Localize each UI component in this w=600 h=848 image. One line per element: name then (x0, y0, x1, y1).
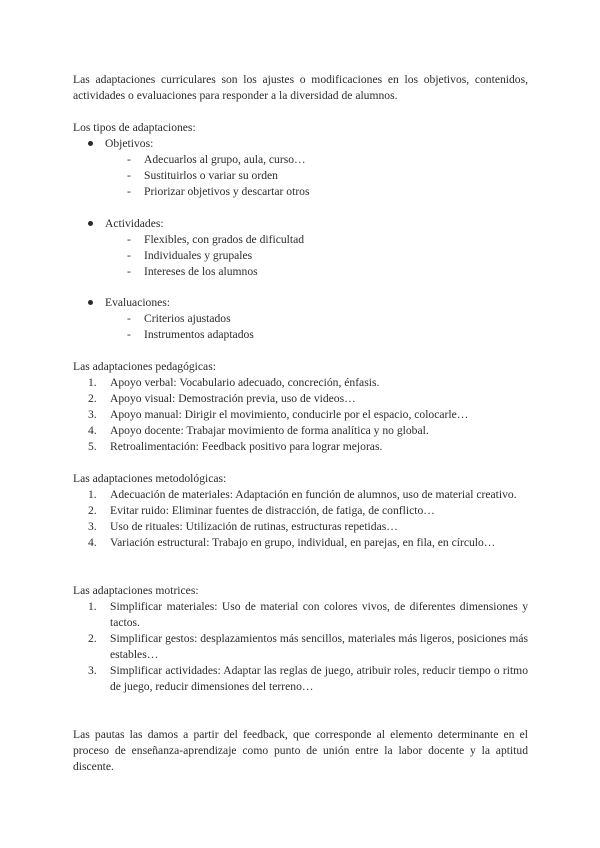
intro-paragraph: Las adaptaciones curriculares son los ajustes o modificaciones en los objetivos, contenidos, actividades o evaluaciones para responder a la diversidad de alumnos. (73, 73, 528, 102)
list-item (88, 407, 528, 423)
bullet-label: Actividades: (105, 217, 164, 230)
conclusion-paragraph: Las pautas las damos a partir del feedback, que corresponde al elemento determinante en el proceso de enseñanza-aprendizaje como punto de unión entre la labor docente y la aptitud discente. (73, 728, 528, 773)
list-item: - Criterios ajustados (127, 312, 231, 325)
list-number: 3. (88, 408, 97, 421)
list-number: 1. (88, 376, 97, 389)
list-item-text: Instrumentos adaptados (144, 328, 254, 341)
list-item (88, 631, 528, 663)
list-number: 3. (88, 520, 97, 533)
bullet-evaluaciones (88, 295, 170, 311)
list-item-text: Individuales y grupales (144, 249, 253, 262)
list-item: - Sustituirlos o variar su orden (127, 169, 278, 182)
objetivos-list (127, 152, 309, 200)
list-item-text: Simplificar gestos: desplazamientos más sencillos, materiales más ligeros, posiciones más estables… (110, 632, 528, 661)
metodologicas-list (88, 487, 528, 551)
list-item-text: Apoyo docente: Trabajar movimiento de forma analítica y no global. (110, 424, 429, 437)
list-item-text: Apoyo verbal: Vocabulario adecuado, concreción, énfasis. (110, 376, 380, 389)
list-item (88, 439, 528, 455)
list-number: 1. (88, 488, 97, 501)
list-item-text: Sustituirlos o variar su orden (144, 169, 278, 182)
actividades-list (127, 232, 304, 280)
list-item (88, 519, 528, 535)
metodologicas-heading: Las adaptaciones metodológicas: (73, 472, 227, 485)
motrices-heading: Las adaptaciones motrices: (73, 584, 199, 597)
list-item-text: Simplificar actividades: Adaptar las reglas de juego, atribuir roles, reducir tiempo o ritmo de juego, reducir dimensiones del terreno… (110, 664, 528, 693)
pedagogicas-heading: Las adaptaciones pedagógicas: (73, 360, 216, 373)
list-item (88, 503, 528, 519)
list-item (88, 535, 528, 551)
list-item-text: Uso de rituales: Utilización de rutinas, estructuras repetidas… (110, 520, 398, 533)
list-number: 2. (88, 632, 97, 645)
pedagogicas-list (88, 375, 528, 455)
list-number: 5. (88, 440, 97, 453)
list-number: 4. (88, 536, 97, 549)
list-item-text: Apoyo manual: Dirigir el movimiento, conducirle por el espacio, colocarle… (110, 408, 469, 421)
bullet-label: Evaluaciones: (105, 296, 171, 309)
bullet-label: Objetivos: (105, 137, 154, 150)
bullet-dot-icon (88, 221, 93, 226)
bullet-dot-icon (88, 141, 93, 146)
tipos-heading: Los tipos de adaptaciones: (73, 121, 196, 134)
list-item-text: Retroalimentación: Feedback positivo para lograr mejoras. (110, 440, 383, 453)
list-item (88, 375, 528, 391)
list-item (88, 663, 528, 695)
list-item-text: Criterios ajustados (144, 312, 231, 325)
list-item: - Priorizar objetivos y descartar otros (127, 185, 310, 198)
list-item-text: Adecuarlos al grupo, aula, curso… (144, 153, 306, 166)
list-item-text: Simplificar materiales: Uso de material con colores vivos, de diferentes dimensiones y tactos. (110, 600, 528, 629)
list-item-text: Apoyo visual: Demostración previa, uso de videos… (110, 392, 356, 405)
list-number: 3. (88, 664, 97, 677)
list-number: 2. (88, 392, 97, 405)
bullet-objetivos (88, 136, 153, 152)
list-item: - Intereses de los alumnos (127, 265, 258, 278)
list-number: 4. (88, 424, 97, 437)
evaluaciones-list (127, 311, 254, 343)
bullet-dot-icon (88, 300, 93, 305)
list-item-text: Adecuación de materiales: Adaptación en función de alumnos, uso de material creativo. (110, 488, 517, 501)
list-item: - Individuales y grupales (127, 249, 253, 262)
list-item: - Flexibles, con grados de dificultad (127, 233, 305, 246)
list-item (88, 391, 528, 407)
list-item: - Instrumentos adaptados (127, 328, 254, 341)
list-number: 1. (88, 600, 97, 613)
list-number: 2. (88, 504, 97, 517)
list-item: - Adecuarlos al grupo, aula, curso… (127, 153, 306, 166)
list-item-text: Priorizar objetivos y descartar otros (144, 185, 310, 198)
list-item-text: Intereses de los alumnos (144, 265, 258, 278)
list-item (88, 599, 528, 631)
list-item (88, 423, 528, 439)
list-item (88, 487, 528, 503)
list-item-text: Evitar ruido: Eliminar fuentes de distracción, de fatiga, de conflicto… (110, 504, 435, 517)
list-item-text: Flexibles, con grados de dificultad (144, 233, 305, 246)
motrices-list (88, 599, 528, 695)
list-item-text: Variación estructural: Trabajo en grupo, individual, en parejas, en fila, en círculo… (110, 536, 496, 549)
bullet-actividades (88, 216, 164, 232)
